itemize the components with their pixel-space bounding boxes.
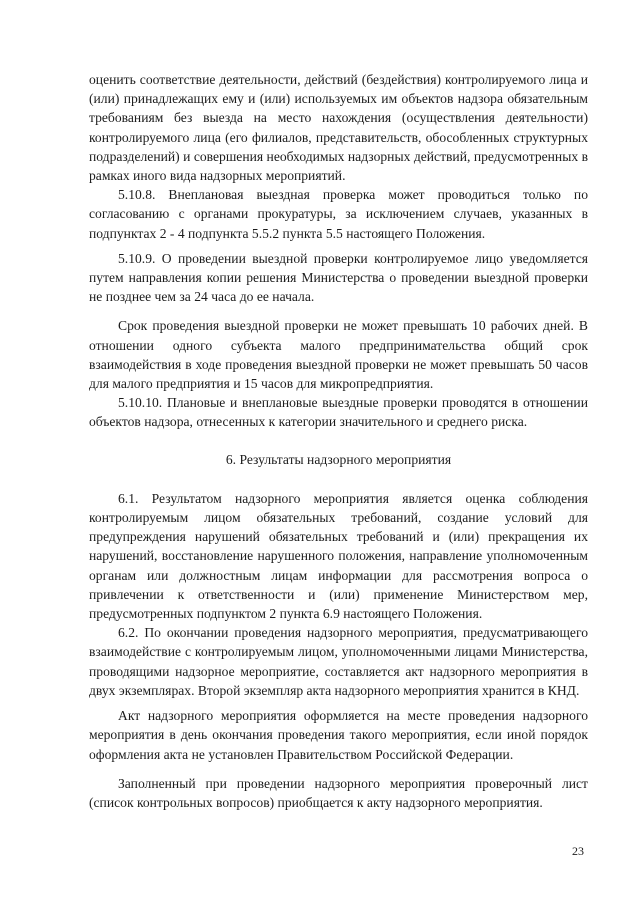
paragraph-5-10-10: 5.10.10. Плановые и внеплановые выездные проверки проводятся в отношении объектов надзора, отнесенных к категории значительного и среднего риска. [89, 395, 588, 430]
paragraph-checklist: Заполненный при проведении надзорного мероприятия проверочный лист (список контрольных вопросов) приобщается к акту надзорного мероприятия. [89, 775, 588, 810]
paragraph-6-2: 6.2. По окончании проведения надзорного мероприятия, предусматривающего взаимодействие с контролируемым лицом, уполномоченными лицами Министерства, проводящими надзорное мероприятие, составляется акт надзорного мероприятия в двух экземплярах. Второй экземпляр акта надзорного мероприятия хранится в КНД. [89, 625, 588, 698]
paragraph-assessment-continued: оценить соответствие деятельности, действий (бездействия) контролируемого лица и (или) принадлежащих ему и (или) используемых им объектов надзора обязательным требованиям без выезда на место нахождения (осуществления деятельности) контролируемого лица (его филиалов, представительств, обособленных структурных подразделений) и совершения необходимых надзорных действий, предусмотренных в рамках иного вида надзорных мероприятий. [89, 72, 588, 184]
paragraph-5-10-8: 5.10.8. Внеплановая выездная проверка может проводиться только по согласованию с органами прокуратуры, за исключением случаев, указанных в подпунктах 2 - 4 подпункта 5.5.2 пункта 5.5 настоящего Положения. [89, 187, 588, 241]
paragraph-5-10-9: 5.10.9. О проведении выездной проверки контролируемое лицо уведомляется путем направления копии решения Министерства о проведении выездной проверки не позднее чем за 24 часа до ее начала. [89, 250, 588, 305]
paragraph-act-formalization: Акт надзорного мероприятия оформляется на месте проведения надзорного мероприятия в день окончания проведения такого мероприятия, если иной порядок оформления акта не установлен Правительством Российской Федерации. [89, 708, 588, 762]
page-number: 23 [572, 844, 584, 858]
document-body [89, 70, 588, 812]
paragraph-inspection-duration: Срок проведения выездной проверки не может превышать 10 рабочих дней. В отношении одного субъекта малого предпринимательства общий срок взаимодействия в ходе проведения выездной проверки не может превышать 50 часов для малого предприятия и 15 часов для микропредприятия. [89, 318, 588, 392]
section-heading: 6. Результаты надзорного мероприятия [225, 451, 452, 467]
paragraph-6-1: 6.1. Результатом надзорного мероприятия является оценка соблюдения контролируемым лицом обязательных требований, создание условий для предупреждения нарушений обязательных требований и (или) прекращения их нарушений, восстановление нарушенного положения, направление уполномоченным органам или должностным лицам информации для рассмотрения вопроса о привлечении к ответственности и (или) применение Министерством мер, предусмотренных подпунктом 2 пункта 6.9 настоящего Положения. [89, 490, 588, 622]
